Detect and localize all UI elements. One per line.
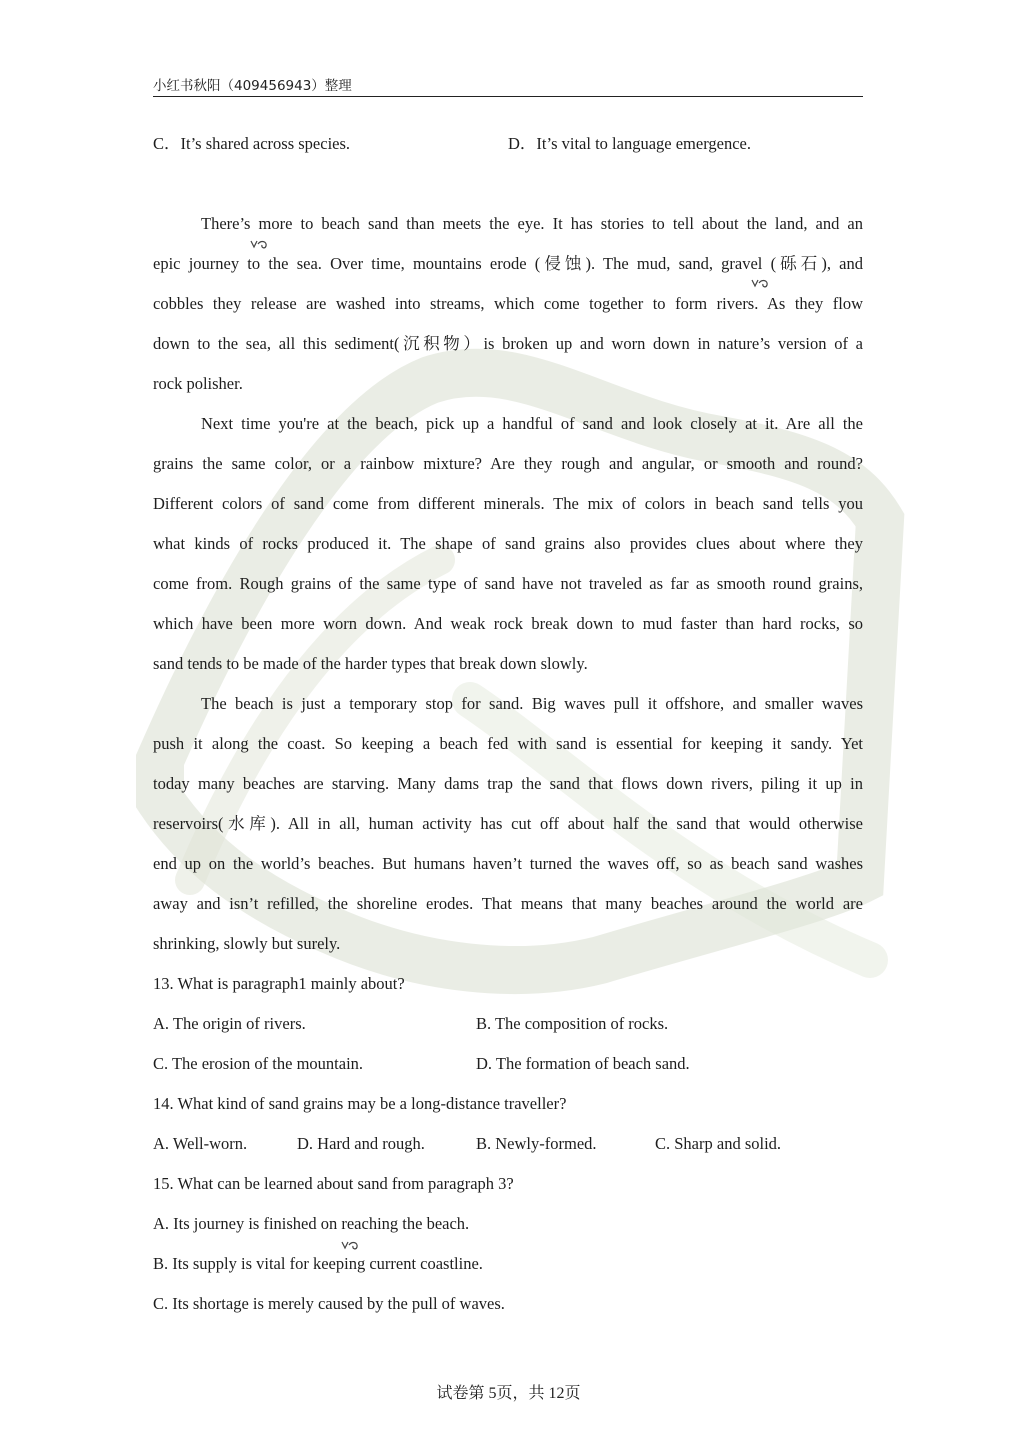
p2-line-7: sand tends to be made of the harder types that break down slowly.: [153, 654, 588, 673]
q13-stem: 13. What is paragraph1 mainly about?: [153, 974, 405, 993]
pen-mark-icon: [340, 1239, 362, 1253]
pen-mark-icon: [750, 277, 772, 291]
p1-line-5: rock polisher.: [153, 374, 243, 393]
q13-option-a: A. The origin of rivers.: [153, 1014, 306, 1033]
q15-option-c: C. Its shortage is merely caused by the pull of waves.: [153, 1294, 505, 1313]
p2-line-4: what kinds of rocks produced it. The shape of sand grains also provides clues about where they: [153, 534, 863, 553]
q13-option-c: C. The erosion of the mountain.: [153, 1054, 364, 1073]
prev-option-d: D．It’s vital to language emergence.: [508, 134, 751, 153]
p2-line-6: which have been more worn down. And weak rock break down to mud faster than hard rocks, so: [153, 614, 863, 633]
p1-line-1: There’s more to beach sand than meets the eye. It has stories to tell about the land, and an: [201, 214, 863, 233]
q14-option-2: D. Hard and rough.: [297, 1134, 425, 1153]
q13-option-d: D. The formation of beach sand.: [476, 1054, 690, 1073]
p2-line-1: Next time you're at the beach, pick up a handful of sand and look closely at it. Are all the: [201, 414, 863, 433]
q14-option-1: A. Well-worn.: [153, 1134, 248, 1153]
p1-line-3: cobbles they release are washed into streams, which come together to form rivers. As they flow: [153, 294, 863, 313]
p1-line-2: epic journey to the sea. Over time, mountains erode (侵蚀). The mud, sand, gravel (砾石), and: [153, 254, 863, 273]
p3-line-4: reservoirs(水库). All in all, human activity has cut off about half the sand that would otherwise: [153, 814, 863, 833]
q14-option-3: B. Newly-formed.: [476, 1134, 597, 1153]
p2-line-5: come from. Rough grains of the same type of sand have not traveled as far as smooth round grains,: [153, 574, 863, 593]
p1-line-4: down to the sea, all this sediment(沉积物）is broken up and worn down in nature’s version of a: [153, 334, 863, 353]
p2-line-2: grains the same color, or a rainbow mixture? Are they rough and angular, or smooth and round?: [153, 454, 863, 473]
q13-option-b: B. The composition of rocks.: [476, 1014, 669, 1033]
prev-option-c: C．It’s shared across species.: [153, 134, 351, 153]
p3-line-2: push it along the coast. So keeping a beach fed with sand is essential for keeping it sandy. Yet: [153, 734, 863, 753]
q15-stem: 15. What can be learned about sand from paragraph 3?: [153, 1174, 514, 1193]
page-header: 小红书秋阳（409456943）整理: [153, 74, 863, 97]
page-footer: 试卷第 5页，共 12页: [436, 1385, 581, 1402]
q15-option-a: A. Its journey is finished on reaching the beach.: [153, 1214, 470, 1233]
q15-option-b: B. Its supply is vital for keeping current coastline.: [153, 1254, 483, 1273]
p2-line-3: Different colors of sand come from different minerals. The mix of colors in beach sand tells you: [153, 494, 863, 513]
p3-line-5: end up on the world’s beaches. But humans haven’t turned the waves off, so as beach sand washes: [153, 854, 863, 873]
q14-option-4: C. Sharp and solid.: [655, 1134, 782, 1153]
p3-line-6: away and isn’t refilled, the shoreline erodes. That means that many beaches around the world are: [153, 894, 863, 913]
pen-mark-icon: [249, 238, 271, 252]
p3-line-3: today many beaches are starving. Many dams trap the sand that flows down rivers, piling it up in: [153, 774, 863, 793]
p3-line-7: shrinking, slowly but surely.: [153, 934, 341, 953]
q14-stem: 14. What kind of sand grains may be a long-distance traveller?: [153, 1094, 567, 1113]
p3-line-1: The beach is just a temporary stop for sand. Big waves pull it offshore, and smaller waves: [201, 694, 863, 713]
